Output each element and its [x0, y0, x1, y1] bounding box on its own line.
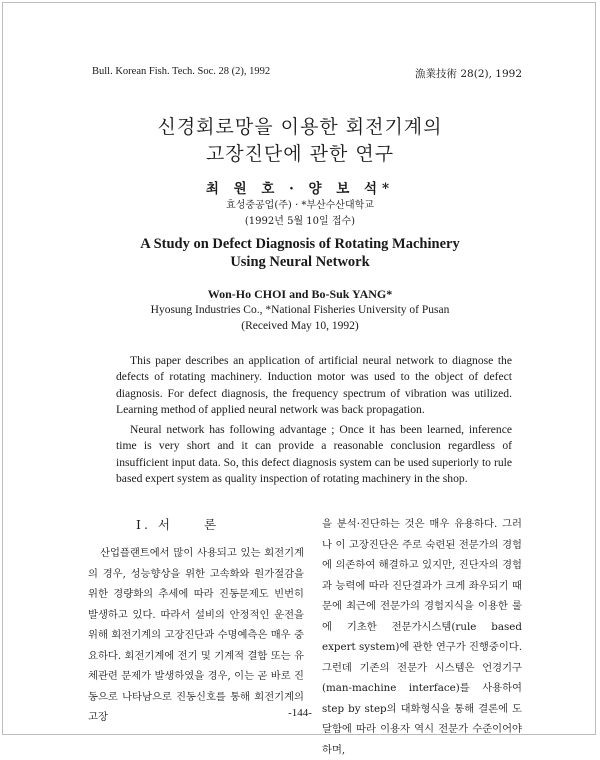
- abstract: [116, 353, 512, 487]
- english-title-line-2: Using Neural Network: [230, 254, 370, 270]
- korean-authors: 최 원 호 · 양 보 석*: [205, 181, 395, 197]
- abstract-paragraph-2: Neural network has following advantage ; Once it has been learned, inference time is very short and it can provide a reasonable conclusion regardless of insufficient input data. So, this defect diagnosis system can be used superiorly to rule based expert system as quality inspection of rotating machinery in the shop.: [116, 423, 512, 486]
- korean-title-line-2: 고장진단에 관한 연구: [205, 143, 395, 165]
- english-authors: Won-Ho CHOI and Bo-Suk YANG*: [207, 287, 393, 301]
- journal-citation-korean: 漁業技術 28(2), 1992: [415, 68, 522, 80]
- page-number: -144-: [288, 707, 312, 719]
- left-column-text: 산업플랜트에서 많이 사용되고 있는 회전기계의 경우, 성능향상을 위한 고속화와 원가절감을 위한 경량화의 추세에 따라 진동문제도 빈번히 발생하고 있다. 따라서 설비의 안정적인 운전을 위해 회전기계의 고장진단과 수명예측은 매우 중요하다. 회전기계에 전기 및 기계적 결함 또는 유체관련 문제가 발생하였을 경우, 이는 곧 바로 진동으로 나타남으로 진동신호를 통해 회전기계의 고장: [88, 547, 304, 723]
- body-left-column: [88, 543, 304, 728]
- journal-citation-english: Bull. Korean Fish. Tech. Soc. 28 (2), 1992: [92, 66, 271, 77]
- korean-received-date: (1992년 5월 10일 접수): [244, 216, 356, 227]
- body-right-column: [322, 514, 522, 760]
- english-title-line-1: A Study on Defect Diagnosis of Rotating Machinery: [140, 236, 460, 252]
- right-column-text: 을 분석·진단하는 것은 매우 유용하다. 그러나 이 고장진단은 주로 숙련된 전문가의 경험에 의존하여 해결하고 있지만, 진단자의 경험과 능력에 따라 진단결과가 크게 좌우되기 때문에 최근에 전문가의 경험지식을 이용한 룰에 기초한 전문가시스템(rule based expert system)에 관한 연구가 진행중이다. 그런데 기존의 전문가 시스템은 언경기구(man-machine interface)를 사용하여 step by step의 대화형식을 통해 결론에 도달함에 따라 이용자 역시 전문가 수준이어야 하며,: [322, 518, 522, 756]
- english-received-date: (Received May 10, 1992): [241, 320, 359, 332]
- korean-affiliation: 효성중공업(주) · *부산수산대학교: [226, 200, 374, 211]
- abstract-paragraph-1: This paper describes an application of artificial neural network to diagnose the defects of rotating machinery. Induction motor was used to the object of defect diagnosis. For defect diagnosis, the frequency spectrum of vibration was utilized. Learning method of applied neural network was back propagation.: [116, 354, 512, 416]
- english-affiliation: Hyosung Industries Co., *National Fisheries University of Pusan: [150, 304, 450, 316]
- korean-title-line-1: 신경회로망을 이용한 회전기계의: [157, 116, 443, 138]
- section-heading-introduction: I. 서 론: [136, 517, 220, 532]
